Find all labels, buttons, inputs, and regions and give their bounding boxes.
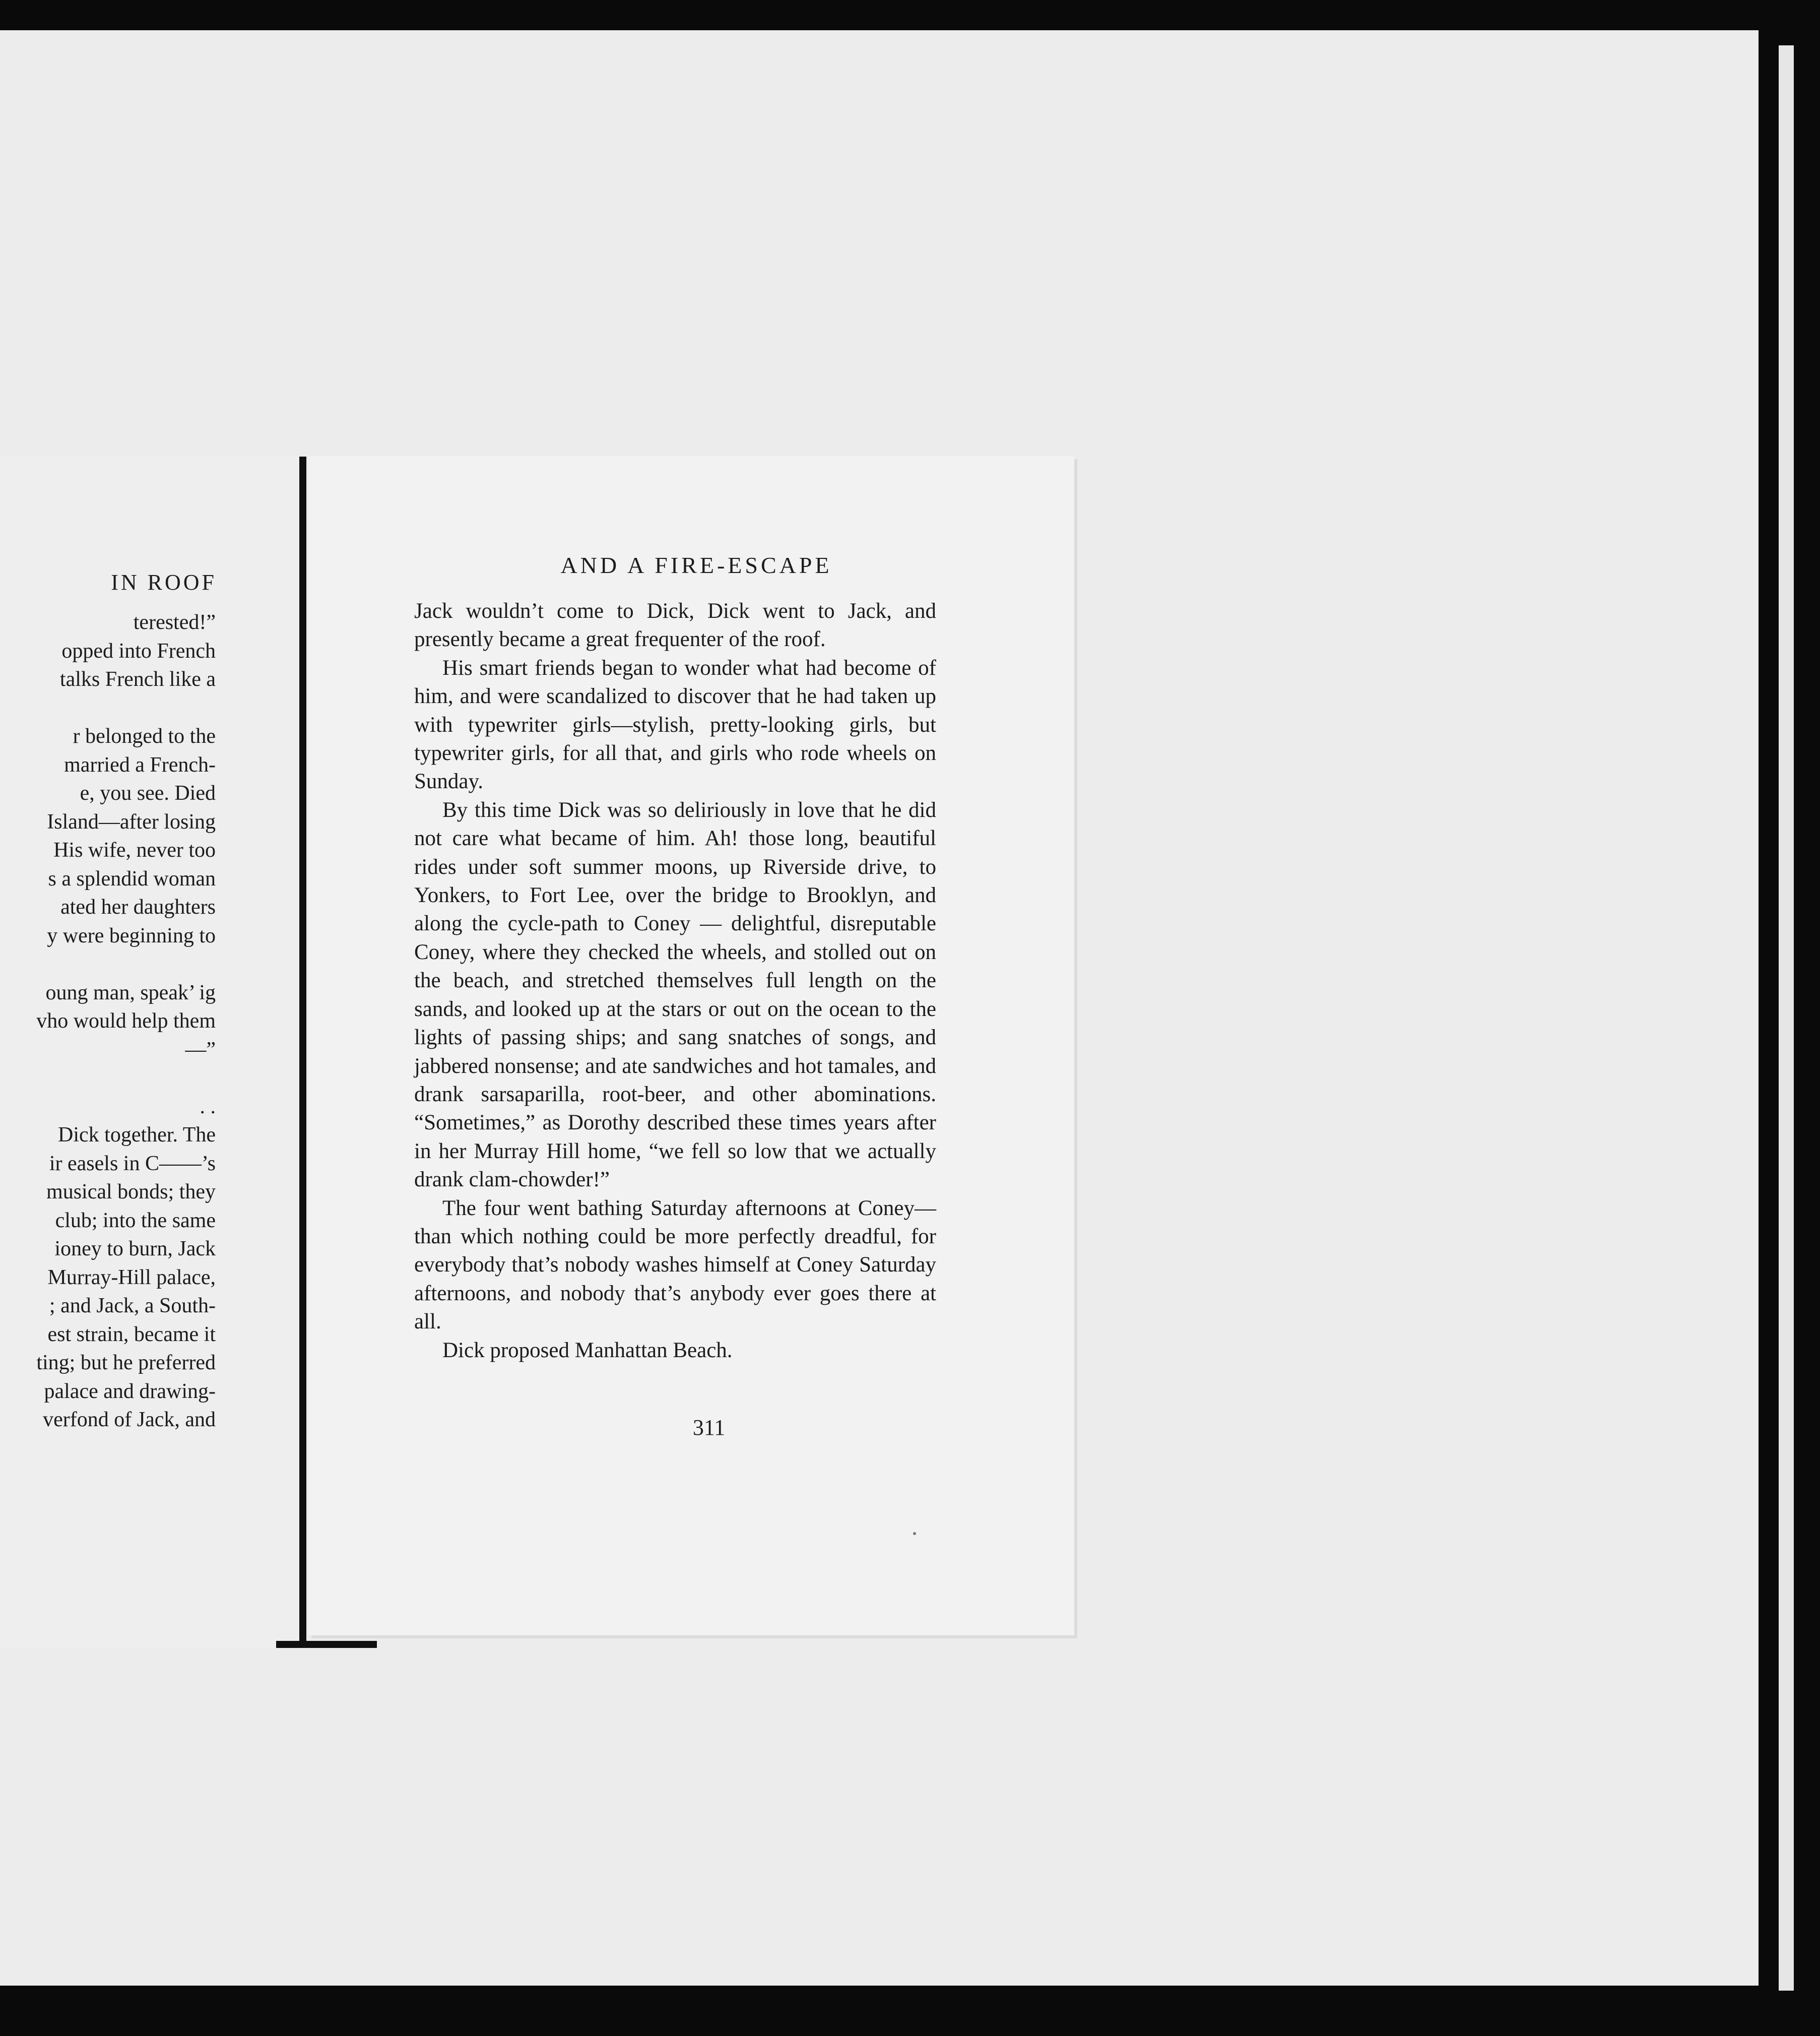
page-number: 311 [692,1415,726,1440]
left-line: Dick together. The [58,1123,216,1147]
left-line: y were beginning to [47,924,216,947]
left-line: talks French like a [59,668,216,691]
left-line: married a French- [64,753,216,777]
left-line [0,950,216,979]
right-page [308,456,1074,1635]
scan-speck [913,1532,916,1535]
left-line: . . [200,1095,216,1118]
paragraph: Jack wouldn’t come to Dick, Dick went to Jack, and presently became a great frequenter of the roof. [414,599,936,652]
left-line: terested!” [133,611,216,634]
left-line: est strain, became it [47,1322,216,1346]
left-line: verfond of Jack, and [43,1408,216,1431]
left-line: —” [185,1038,216,1061]
left-line: ; and Jack, a South- [49,1294,216,1317]
film-edge-strip [1759,0,1820,2036]
paragraph: His smart friends began to wonder what had become of him, and were scandalized to discover that he had taken up with typewriter girls—stylish, pretty-looking girls, but typewriter girls, for all that, and girls who rode wheels on Sunday. [414,656,936,794]
left-line: ir easels in C——’s [49,1152,216,1175]
paragraph: The four went bathing Saturday afternoons at Coney—than which nothing could be more perfectly dreadful, for everybody that’s nobody washes himself at Coney Saturday afternoons, and nobody that’s anybody ever goes there at all. [414,1196,936,1334]
film-edge-inner [1779,45,1794,1991]
paragraph: By this time Dick was so deliriously in love that he did not care what became of him. Ah! those long, beautiful rides under soft summer moons, up Riverside drive, to Yonkers, to Fort Lee, over the bridge to Brooklyn, and along the cycle-path to Coney — delightful, disreputable Coney, where they checked the wheels, and stolled out on the beach, and stretched themselves full length on the sands, and looked up at the stars or out on the ocean to the lights of passing ships; and sang snatches of songs, and jabbered nonsense; and ate sandwiches and hot tamales, and drank sarsaparilla, root-beer, and other abominations. “Sometimes,” as Dorothy described these times years after in her Murray Hill home, “we fell so low that we actually drank clam-chowder!” [414,798,936,1192]
book-gutter-shadow [299,457,306,1643]
left-line: oung man, speak’ ig [45,981,216,1004]
left-page [0,456,302,1648]
book-gutter-foot [276,1641,377,1648]
page-body [414,597,936,1365]
running-head: AND A FIRE-ESCAPE [560,552,832,578]
left-line [0,694,216,723]
left-line: ting; but he preferred [36,1351,216,1374]
left-page-text [0,608,216,1434]
left-line [0,1064,216,1093]
left-running-head: IN ROOF [111,570,217,595]
left-line: opped into French [61,639,216,663]
left-line: palace and drawing- [44,1379,216,1403]
left-line: ated her daughters [60,896,216,919]
paragraph: Dick proposed Manhattan Beach. [442,1338,733,1362]
left-line: ioney to burn, Jack [54,1237,216,1260]
left-line: r belonged to the [73,725,216,748]
left-line: musical bonds; they [46,1180,216,1203]
left-line: His wife, never too [53,839,216,862]
left-line: e, you see. Died [80,782,216,805]
left-line: club; into the same [55,1208,216,1232]
left-line: vho would help them [36,1009,216,1033]
left-line: Island—after losing [47,810,216,834]
left-line: s a splendid woman [48,867,216,890]
left-line: Murray-Hill palace, [47,1265,216,1289]
